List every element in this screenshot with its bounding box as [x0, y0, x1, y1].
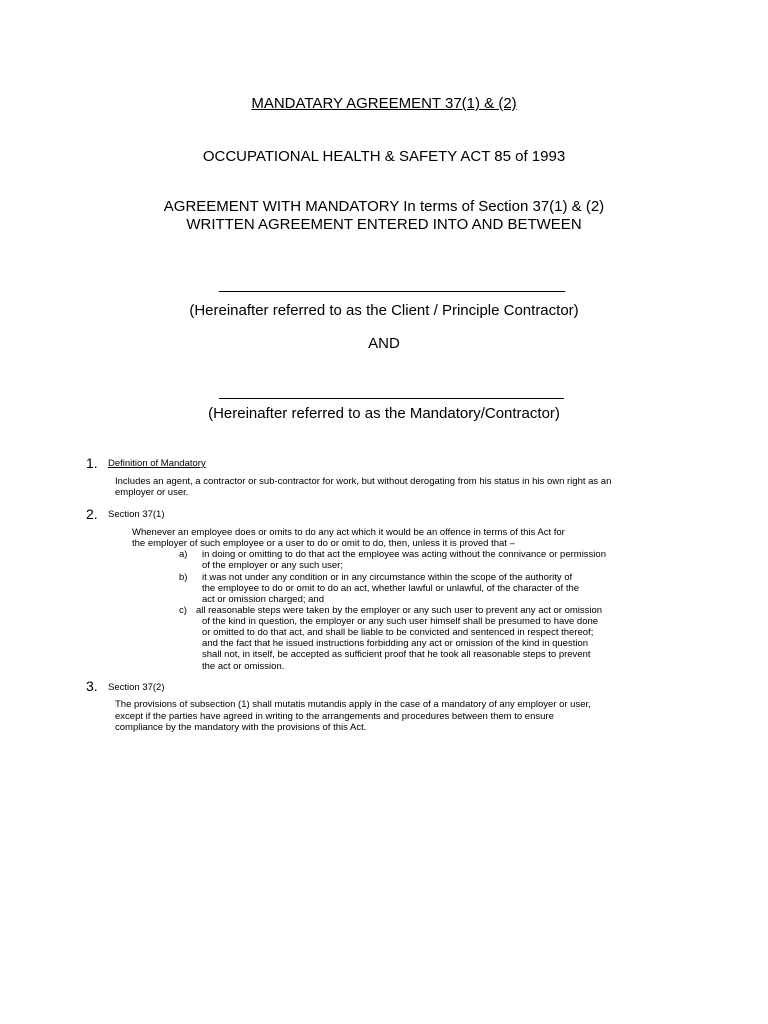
document-title: MANDATARY AGREEMENT 37(1) & (2): [251, 95, 517, 112]
sub-item-line: shall not, in itself, be accepted as sufficient proof that he took all reasonable steps to prevent: [202, 649, 591, 660]
section-heading: Definition of Mandatory: [108, 458, 206, 469]
section-body-line: employer or user.: [115, 487, 189, 498]
section-body-line: The provisions of subsection (1) shall mutatis mutandis apply in the case of a mandatory of any employer or user,: [115, 699, 591, 710]
mandatory-caption: (Hereinafter referred to as the Mandatory/Contractor): [208, 405, 560, 422]
sub-item-line: all reasonable steps were taken by the employer or any such user to prevent any act or omission: [196, 605, 603, 616]
sub-item-letter: a): [179, 549, 188, 560]
sub-item-letter: c): [179, 605, 187, 616]
sub-item-letter: b): [179, 572, 188, 583]
section-intro-line: the employer of such employee or a user to do or omit to do, then, unless it is proved that –: [132, 538, 515, 549]
client-name-line: [219, 291, 565, 292]
agreement-line-1: AGREEMENT WITH MANDATORY In terms of Section 37(1) & (2): [163, 198, 605, 215]
section-body-line: compliance by the mandatory with the provisions of this Act.: [115, 722, 367, 733]
mandatory-name-line: [219, 398, 564, 399]
client-caption: (Hereinafter referred to as the Client / Principle Contractor): [189, 302, 579, 319]
sub-item-line: or omitted to do that act, and shall be liable to be convicted and sentenced in respect thereof;: [202, 627, 594, 638]
sub-item-line: in doing or omitting to do that act the employee was acting without the connivance or permission: [202, 549, 606, 560]
and-label: AND: [368, 335, 400, 352]
sub-item-line: the act or omission.: [202, 661, 285, 672]
act-title: OCCUPATIONAL HEALTH & SAFETY ACT 85 of 1993: [202, 148, 566, 165]
section-number: 1.: [86, 455, 98, 471]
section-intro-line: Whenever an employee does or omits to do any act which it would be an offence in terms of this Act for: [132, 527, 565, 538]
sub-item-line: of the kind in question, the employer or any such user himself shall be presumed to have done: [202, 616, 599, 627]
sub-item-line: act or omission charged; and: [202, 594, 324, 605]
sub-item-line: it was not under any condition or in any circumstance within the scope of the authority of: [202, 572, 573, 583]
sub-item-line: the employee to do or omit to do an act, whether lawful or unlawful, of the character of the: [202, 583, 580, 594]
section-body-line: Includes an agent, a contractor or sub-contractor for work, but without derogating from his status in his own right as an: [115, 476, 612, 487]
section-heading: Section 37(2): [108, 682, 165, 693]
section-heading: Section 37(1): [108, 509, 165, 520]
section-number: 3.: [86, 678, 98, 694]
sub-item-line: of the employer or any such user;: [202, 560, 343, 571]
section-number: 2.: [86, 506, 98, 522]
section-body-line: except if the parties have agreed in writing to the arrangements and procedures between them to ensure: [115, 711, 554, 722]
agreement-line-2: WRITTEN AGREEMENT ENTERED INTO AND BETWEEN: [186, 216, 582, 233]
sub-item-line: and the fact that he issued instructions forbidding any act or omission of the kind in question: [202, 638, 589, 649]
